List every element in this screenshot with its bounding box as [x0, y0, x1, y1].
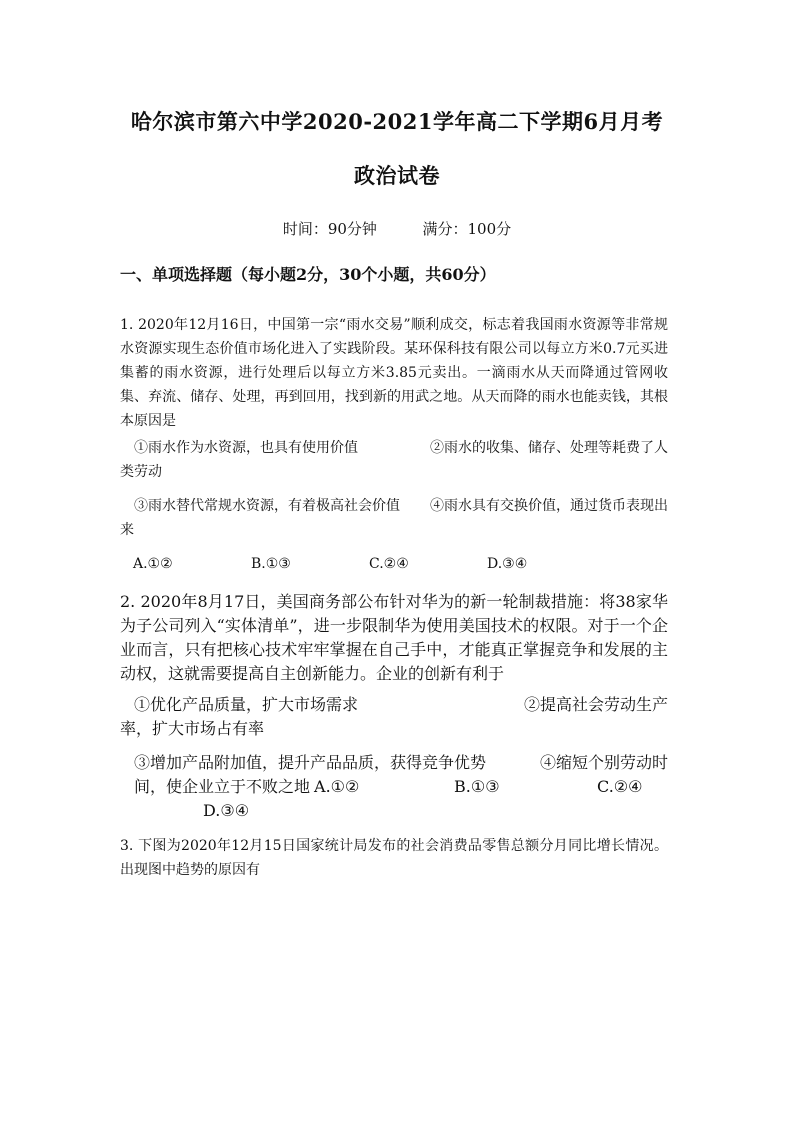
exam-title: 哈尔滨市第六中学2020-2021学年高二下学期6月月考: [130, 109, 664, 134]
question-1-answer-a[interactable]: A.①②: [133, 556, 173, 572]
question-1-stem: 1. 2020年12月16日，中国第一宗“雨水交易”顺利成交，标志着我国雨水资源等非常规水资源实现生态价值市场化进入了实践阶段。某环保科技有限公司以每立方米0.7元买进集蓄的雨水资源，进行处理后以每立方米3.85元卖出。一滴雨水从天而降通过管网收集、弃流、储存、处理，再到回用，找到新的用武之地。从天而降的雨水也能卖钱，其根本原因是: [120, 317, 668, 429]
question-1-options-row-2: [120, 494, 668, 542]
question-2-option-4-wrap: 间，使企业立于不败之地: [134, 777, 311, 796]
question-1-option-2-wrap: 类劳动: [120, 464, 162, 480]
question-2-answer-b[interactable]: B.①③: [454, 777, 500, 796]
question-1-option-3: ③雨水替代常规水资源，有着极高社会价值: [134, 498, 400, 514]
question-1-option-4-wrap: 来: [120, 522, 134, 538]
question-2-options-row-1: [120, 693, 668, 741]
question-2-option-2-wrap: 率，扩大市场占有率: [120, 719, 265, 738]
question-1-answer-b[interactable]: B.①③: [251, 556, 291, 572]
question-2-option-4: ④缩短个别劳动时: [539, 753, 668, 772]
question-1-answer-c[interactable]: C.②④: [369, 556, 409, 572]
question-2-wrap-and-answers: [120, 775, 668, 799]
question-1-answers: [133, 556, 605, 572]
question-1-option-2: ②雨水的收集、储存、处理等耗费了人: [430, 440, 668, 456]
question-3-stem: 3. 下图为2020年12月15日国家统计局发布的社会消费品零售总额分月同比增长情况。出现图中趋势的原因有: [120, 838, 668, 878]
question-1-options-row-1: [120, 436, 668, 484]
question-2-answer-a[interactable]: A.①②: [314, 777, 360, 796]
question-1-answer-d[interactable]: D.③④: [487, 556, 528, 572]
section-heading: 一、单项选择题（每小题2分，30个小题，共60分）: [120, 265, 496, 284]
question-1-option-1: ①雨水作为水资源，也具有使用价值: [134, 440, 358, 456]
question-2-option-1: ①优化产品质量，扩大市场需求: [134, 695, 359, 714]
question-2-option-3: ③增加产品附加值，提升产品品质，获得竞争优势: [134, 753, 487, 772]
time-label: 时间：90分钟: [282, 220, 377, 238]
exam-subtitle: 政治试卷: [354, 163, 440, 188]
question-1-option-4: ④雨水具有交换价值，通过货币表现出: [430, 498, 668, 514]
question-2-answer-d[interactable]: D.③④: [203, 801, 250, 820]
question-2-option-2: ②提高社会劳动生产: [523, 695, 668, 714]
question-2-options-row-2: [120, 751, 668, 775]
score-label: 满分：100分: [422, 220, 512, 238]
exam-meta: [0, 218, 794, 239]
question-2-answer-c[interactable]: C.②④: [597, 777, 643, 796]
question-2-stem: 2. 2020年8月17日，美国商务部公布针对华为的新一轮制裁措施：将38家华为子公司列入“实体清单”，进一步限制华为使用美国技术的权限。对于一个企业而言，只有把核心技术牢牢掌握在自己手中，才能真正掌握竞争和发展的主动权，这就需要提高自主创新能力。企业的创新有利于: [120, 592, 668, 683]
question-2-answer-d-line: [203, 799, 403, 823]
